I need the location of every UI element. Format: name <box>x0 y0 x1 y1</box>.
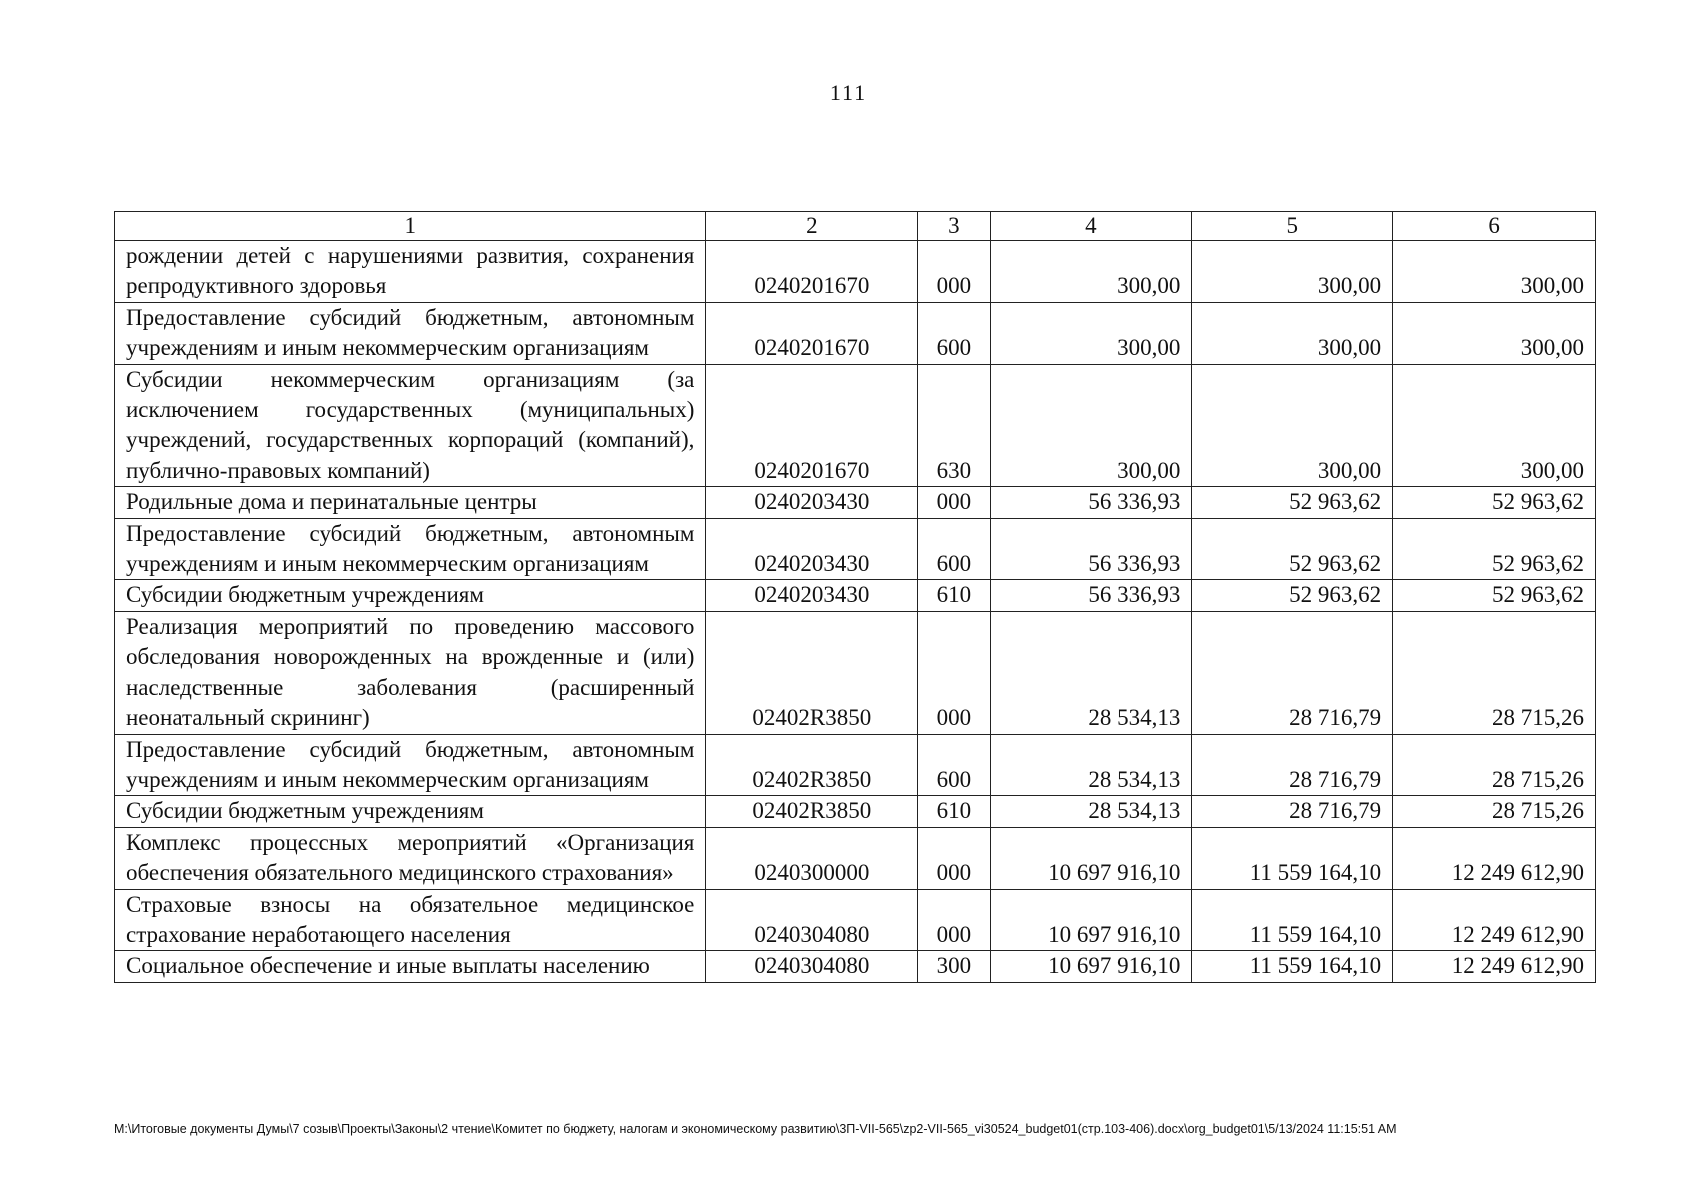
row-target-code: 0240201670 <box>706 302 918 364</box>
row-amount-2: 11 559 164,10 <box>1192 889 1393 951</box>
row-expense-type: 600 <box>918 302 990 364</box>
row-amount-2: 52 963,62 <box>1192 487 1393 518</box>
row-target-code: 0240203430 <box>706 580 918 611</box>
column-header-6: 6 <box>1393 212 1596 241</box>
row-amount-3: 52 963,62 <box>1393 518 1596 580</box>
row-expense-type: 000 <box>918 611 990 734</box>
row-amount-2: 28 716,79 <box>1192 734 1393 796</box>
row-expense-type: 610 <box>918 796 990 827</box>
row-name: Субсидии бюджетным учреждениям <box>115 580 706 611</box>
table-row <box>115 241 1596 303</box>
budget-table <box>114 211 1596 983</box>
table-row <box>115 580 1596 611</box>
row-target-code: 0240203430 <box>706 518 918 580</box>
row-name: Предоставление субсидий бюджетным, автономным учреждениям и иным некоммерческим организациям <box>115 734 706 796</box>
row-amount-1: 56 336,93 <box>990 487 1192 518</box>
row-amount-1: 28 534,13 <box>990 796 1192 827</box>
row-amount-1: 300,00 <box>990 364 1192 487</box>
table-row <box>115 827 1596 889</box>
row-amount-3: 52 963,62 <box>1393 580 1596 611</box>
row-amount-2: 11 559 164,10 <box>1192 951 1393 982</box>
row-expense-type: 000 <box>918 487 990 518</box>
row-target-code: 0240201670 <box>706 241 918 303</box>
row-name: Родильные дома и перинатальные центры <box>115 487 706 518</box>
row-amount-1: 28 534,13 <box>990 734 1192 796</box>
row-expense-type: 000 <box>918 241 990 303</box>
row-amount-1: 10 697 916,10 <box>990 951 1192 982</box>
column-header-5: 5 <box>1192 212 1393 241</box>
row-amount-2: 300,00 <box>1192 241 1393 303</box>
table-row <box>115 889 1596 951</box>
row-target-code: 0240304080 <box>706 889 918 951</box>
table-row <box>115 302 1596 364</box>
row-name: Социальное обеспечение и иные выплаты населению <box>115 951 706 982</box>
row-amount-2: 300,00 <box>1192 302 1393 364</box>
row-name: Комплекс процессных мероприятий «Организация обеспечения обязательного медицинского страхования» <box>115 827 706 889</box>
row-amount-1: 28 534,13 <box>990 611 1192 734</box>
table-row <box>115 487 1596 518</box>
row-amount-1: 300,00 <box>990 302 1192 364</box>
row-expense-type: 000 <box>918 889 990 951</box>
column-header-3: 3 <box>918 212 990 241</box>
row-amount-1: 10 697 916,10 <box>990 889 1192 951</box>
row-target-code: 0240203430 <box>706 487 918 518</box>
row-amount-1: 56 336,93 <box>990 518 1192 580</box>
row-amount-1: 300,00 <box>990 241 1192 303</box>
row-amount-3: 28 715,26 <box>1393 796 1596 827</box>
row-target-code: 02402R3850 <box>706 734 918 796</box>
row-amount-2: 300,00 <box>1192 364 1393 487</box>
table-row <box>115 796 1596 827</box>
row-expense-type: 300 <box>918 951 990 982</box>
row-amount-3: 12 249 612,90 <box>1393 827 1596 889</box>
row-target-code: 0240300000 <box>706 827 918 889</box>
row-target-code: 0240201670 <box>706 364 918 487</box>
row-name: Субсидии некоммерческим организациям (за исключением государственных (муниципальных) учреждений, государственных корпораций (компаний), публично-правовых компаний) <box>115 364 706 487</box>
table-row <box>115 518 1596 580</box>
row-amount-1: 56 336,93 <box>990 580 1192 611</box>
table-row <box>115 364 1596 487</box>
row-amount-3: 300,00 <box>1393 241 1596 303</box>
row-name: Субсидии бюджетным учреждениям <box>115 796 706 827</box>
row-amount-2: 28 716,79 <box>1192 796 1393 827</box>
row-expense-type: 600 <box>918 518 990 580</box>
row-target-code: 02402R3850 <box>706 611 918 734</box>
row-name: Предоставление субсидий бюджетным, автономным учреждениям и иным некоммерческим организациям <box>115 518 706 580</box>
column-header-1: 1 <box>115 212 706 241</box>
row-target-code: 0240304080 <box>706 951 918 982</box>
row-name: Реализация мероприятий по проведению массового обследования новорожденных на врожденные и (или) наследственные заболевания (расширенный неонатальный скрининг) <box>115 611 706 734</box>
row-amount-3: 300,00 <box>1393 302 1596 364</box>
row-amount-2: 52 963,62 <box>1192 580 1393 611</box>
row-amount-2: 11 559 164,10 <box>1192 827 1393 889</box>
table-row <box>115 951 1596 982</box>
row-amount-3: 300,00 <box>1393 364 1596 487</box>
row-amount-2: 28 716,79 <box>1192 611 1393 734</box>
footer-file-path: M:\Итоговые документы Думы\7 созыв\Проекты\Законы\2 чтение\Комитет по бюджету, налогам и экономическому развитию\3П-VII-565\zp2-VII-565_vi30524_budget01(стр.103-406).docx\org_budget01\5/13/2024 11:15:51 AM <box>114 1122 1397 1136</box>
row-expense-type: 610 <box>918 580 990 611</box>
row-amount-3: 28 715,26 <box>1393 734 1596 796</box>
row-amount-1: 10 697 916,10 <box>990 827 1192 889</box>
row-expense-type: 600 <box>918 734 990 796</box>
row-amount-3: 12 249 612,90 <box>1393 889 1596 951</box>
row-amount-3: 28 715,26 <box>1393 611 1596 734</box>
row-name: Страховые взносы на обязательное медицинское страхование неработающего населения <box>115 889 706 951</box>
row-name: рождении детей с нарушениями развития, сохранения репродуктивного здоровья <box>115 241 706 303</box>
row-amount-3: 52 963,62 <box>1393 487 1596 518</box>
row-expense-type: 630 <box>918 364 990 487</box>
row-amount-3: 12 249 612,90 <box>1393 951 1596 982</box>
row-amount-2: 52 963,62 <box>1192 518 1393 580</box>
row-target-code: 02402R3850 <box>706 796 918 827</box>
table-row <box>115 611 1596 734</box>
table-header-row <box>115 212 1596 241</box>
column-header-2: 2 <box>706 212 918 241</box>
row-name: Предоставление субсидий бюджетным, автономным учреждениям и иным некоммерческим организациям <box>115 302 706 364</box>
table-row <box>115 734 1596 796</box>
column-header-4: 4 <box>990 212 1192 241</box>
page-number: 111 <box>829 80 868 105</box>
row-expense-type: 000 <box>918 827 990 889</box>
